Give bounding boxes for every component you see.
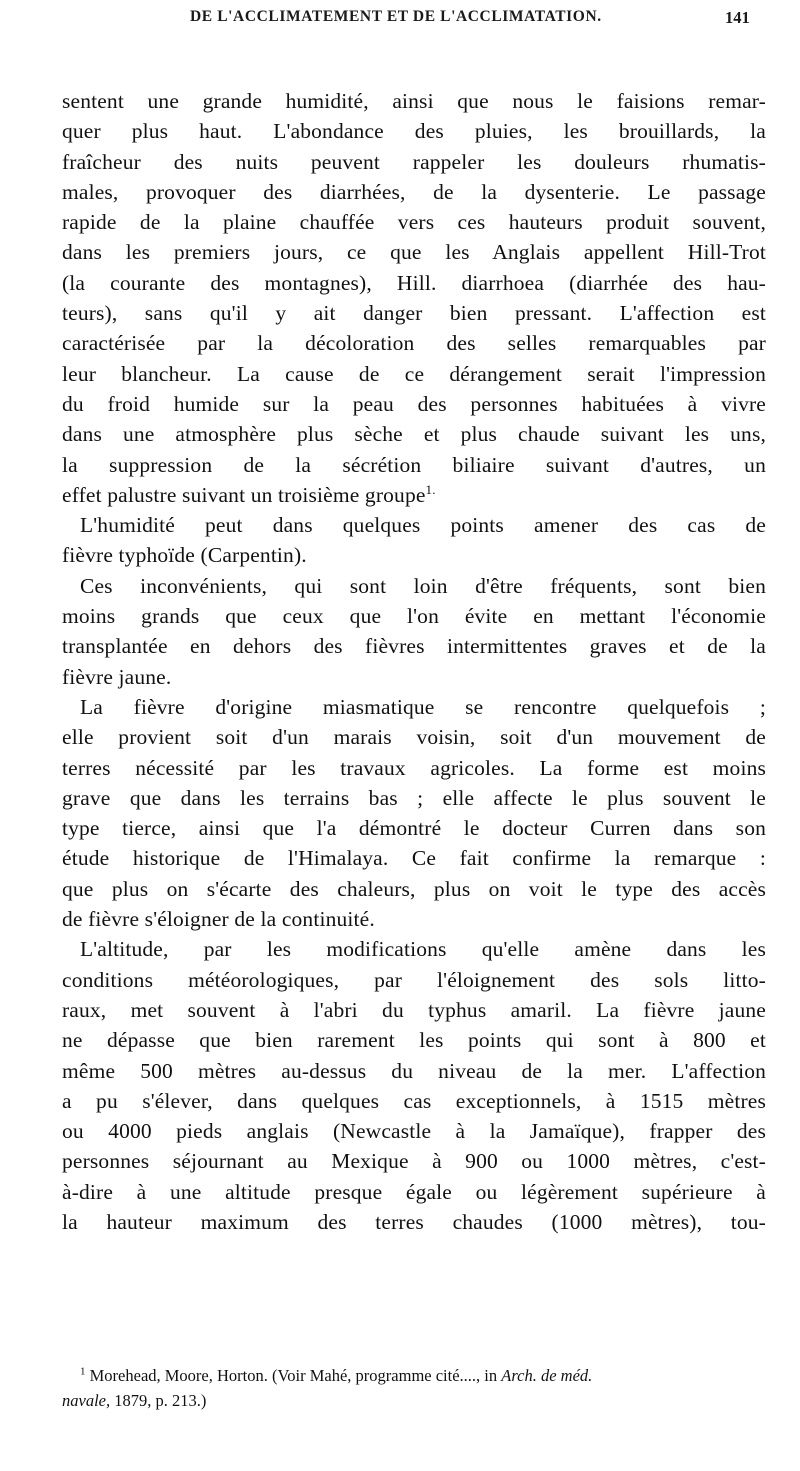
- text-line: leur blancheur. La cause de ce dérangement serait l'impression: [62, 361, 766, 386]
- running-head: DE L'ACCLIMATEMENT ET DE L'ACCLIMATATION.: [190, 8, 602, 25]
- text-line: L'humidité peut dans quelques points amener des cas de: [80, 513, 766, 538]
- footnote-line: [62, 1363, 766, 1388]
- text-line: (la courante des montagnes), Hill. diarrhoea (diarrhée des hau-: [62, 270, 766, 295]
- page-number: 141: [725, 8, 750, 27]
- text-line: de fièvre s'éloigner de la continuité.: [62, 907, 375, 932]
- text-line: Ces inconvénients, qui sont loin d'être fréquents, sont bien: [80, 573, 766, 598]
- text-line: la hauteur maximum des terres chaudes (1000 mètres), tou-: [62, 1209, 766, 1234]
- text-line: sentent une grande humidité, ainsi que nous le faisions remar-: [62, 89, 766, 113]
- body-text: [62, 86, 766, 1237]
- text-line: moins grands que ceux que l'on évite en mettant l'économie: [62, 604, 766, 629]
- text-line: fièvre typhoïde (Carpentin).: [62, 543, 307, 568]
- text-line: conditions météorologiques, par l'éloignement des sols litto-: [62, 967, 766, 992]
- text-line: rapide de la plaine chauffée vers ces hauteurs produit souvent,: [62, 210, 766, 235]
- footnote-mark: 1: [80, 1365, 86, 1378]
- text-line: fièvre jaune.: [62, 664, 172, 689]
- text-line: L'altitude, par les modifications qu'elle amène dans les: [80, 937, 766, 962]
- footnote-text: 1879, p. 213.): [110, 1391, 207, 1410]
- footnote-journal: Arch. de méd.: [501, 1366, 593, 1385]
- text-line: raux, met souvent à l'abri du typhus amaril. La fièvre jaune: [62, 997, 766, 1022]
- text-line: [62, 480, 766, 510]
- text-line: elle provient soit d'un marais voisin, soit d'un mouvement de: [62, 725, 766, 750]
- text-line: même 500 mètres au-dessus du niveau de la mer. L'affection: [62, 1058, 766, 1083]
- text-line: du froid humide sur la peau des personnes habituées à vivre: [62, 391, 766, 416]
- text-line: étude historique de l'Himalaya. Ce fait confirme la remarque :: [62, 846, 766, 871]
- text-line: transplantée en dehors des fièvres intermittentes graves et de la: [62, 634, 766, 659]
- text-line: ou 4000 pieds anglais (Newcastle à la Jamaïque), frapper des: [62, 1119, 766, 1144]
- footnote: [62, 1363, 766, 1413]
- text-line: caractérisée par la décoloration des selles remarquables par: [62, 331, 766, 356]
- text-line: à-dire à une altitude presque égale ou légèrement supérieure à: [62, 1179, 766, 1204]
- text-line: a pu s'élever, dans quelques cas exceptionnels, à 1515 mètres: [62, 1088, 766, 1113]
- text-line-content: effet palustre suivant un troisième groupe: [62, 482, 426, 507]
- text-line: personnes séjournant au Mexique à 900 ou 1000 mètres, c'est-: [62, 1149, 766, 1174]
- text-line: La fièvre d'origine miasmatique se rencontre quelquefois ;: [80, 694, 766, 719]
- footnote-line: [62, 1388, 766, 1413]
- text-line: fraîcheur des nuits peuvent rappeler les douleurs rhumatis-: [62, 149, 766, 174]
- text-line: type tierce, ainsi que l'a démontré le docteur Curren dans son: [62, 816, 766, 841]
- text-line: terres nécessité par les travaux agricoles. La forme est moins: [62, 755, 766, 780]
- footnote-reference: 1.: [425, 481, 436, 497]
- footnote-journal-cont: navale,: [62, 1391, 111, 1410]
- text-line: males, provoquer des diarrhées, de la dysenterie. Le passage: [62, 179, 766, 204]
- text-line: la suppression de la sécrétion biliaire suivant d'autres, un: [62, 452, 766, 477]
- text-line: teurs), sans qu'il y ait danger bien pressant. L'affection est: [62, 301, 766, 326]
- text-line: grave que dans les terrains bas ; elle affecte le plus souvent le: [62, 785, 766, 810]
- text-line: dans les premiers jours, ce que les Anglais appellent Hill-Trot: [62, 240, 766, 265]
- footnote-text: Morehead, Moore, Horton. (Voir Mahé, programme cité...., in: [89, 1366, 502, 1385]
- text-line: ne dépasse que bien rarement les points qui sont à 800 et: [62, 1028, 766, 1053]
- text-line: que plus on s'écarte des chaleurs, plus on voit le type des accès: [62, 876, 766, 901]
- text-line: quer plus haut. L'abondance des pluies, les brouillards, la: [62, 119, 766, 144]
- text-line: dans une atmosphère plus sèche et plus chaude suivant les uns,: [62, 422, 766, 447]
